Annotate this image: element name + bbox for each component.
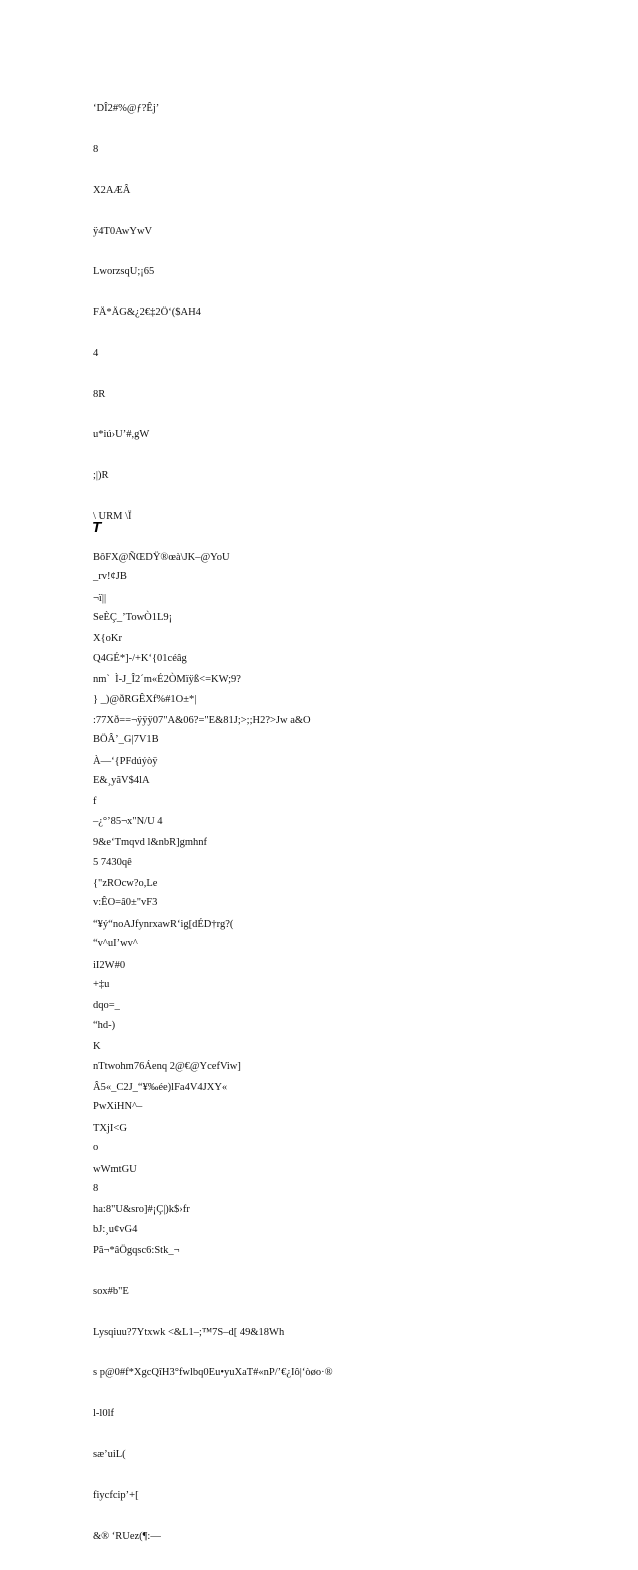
text-line: “¥ý“noAJfynrxawR‘ig[dÉD†rg?(: [93, 918, 234, 930]
text-line: nTtwohm76Áenq 2@€@YcefViw]: [93, 1060, 241, 1072]
text-line: K: [93, 1041, 101, 1053]
text-line: Pã¬*âÖgqsc6:Stk_¬: [93, 1245, 180, 1257]
text-line: FÄ*ÄG&¿2€‡2Ö‘($AH4: [93, 307, 201, 319]
text-line: X{oKr: [93, 633, 122, 645]
text-line: :77Xð==¬ÿÿÿ07"A&06?="E&81J;>;;H2?>Jw a&O: [93, 714, 311, 726]
text-line: u*iú›U’#,gW: [93, 429, 150, 441]
text-line: “v^uI’wv^: [93, 938, 138, 950]
text-line: Lysqiuu?7Ytxwk <&L1–;™7S–d[ 49&18Wh: [93, 1326, 285, 1338]
text-line: Q4GÉ*]-/+K‘{01céâg: [93, 652, 187, 664]
text-line: 9&e‘Tmqvd l&nbR]gmhnf: [93, 837, 208, 849]
text-line: o: [93, 1142, 99, 1154]
text-line: X2AÆÂ: [93, 184, 131, 196]
text-line: iI2W#0: [93, 959, 126, 971]
text-line: wWmtGU: [93, 1163, 137, 1175]
text-line: +‡u: [93, 979, 110, 990]
text-line: Â5«_C2J_“¥‰ée)lFa4V4JXY«: [93, 1081, 228, 1093]
text-line: ‘DÎ2#%@ƒ?Êj’: [93, 103, 160, 115]
text-line: sæ’uiL(: [93, 1448, 126, 1460]
text-line: À—‘{PFdúýòÿ: [93, 755, 158, 767]
text-line: s p@0#f*XgcQîH3°fwlbq0Eu•yuXaT#«nP/’€¿Iô|‘òøo·®: [93, 1367, 333, 1379]
text-line: PwXiHN^–: [93, 1101, 143, 1113]
text-line: nm` Ì-J_Î2´m«É2ÒMïÿß<=KW;9?: [93, 674, 241, 686]
text-line: “hd-): [93, 1019, 116, 1031]
text-line: –¿°’85¬x"N/U 4: [93, 815, 163, 827]
text-line: } _)@ðRGÊXf%#1O±*|: [93, 693, 197, 705]
text-line: SeÈÇ_’TowÒ1L9¡: [93, 611, 173, 623]
text-line: f: [93, 796, 97, 808]
section-heading: T: [92, 519, 102, 536]
text-line: {"zROcw?o,Le: [93, 878, 158, 890]
text-line: sox#b"E: [93, 1285, 129, 1297]
text-line: l-l0lf: [93, 1408, 114, 1420]
text-block-bottom: [93, 543, 241, 1263]
text-line: ¬ï||: [93, 592, 107, 604]
text-line: BôFX@ÑŒDŸ®œà\JK–@YoU: [93, 551, 230, 563]
text-line: fiycfcip’+[: [93, 1489, 139, 1501]
text-line: ha:8"U&sro]#¡Ç|)k$›fr: [93, 1204, 190, 1216]
text-line: bJ:¸u¢vG4: [93, 1223, 138, 1235]
text-line: _rv!¢JB: [93, 571, 127, 583]
text-line: v:ÊO=â0±"vF3: [93, 897, 158, 909]
text-line: 8R: [93, 388, 106, 400]
text-line: 8: [93, 1182, 99, 1194]
text-line: 4: [93, 347, 99, 359]
text-line: dqo=_: [93, 1000, 120, 1012]
text-line: LworzsqU;¡65: [93, 266, 155, 278]
text-line: &® ‘RUez(¶:—: [93, 1530, 161, 1542]
text-line: 8: [93, 143, 99, 155]
text-line: E&¸yãV$4lA: [93, 775, 150, 787]
text-line: \ URM \Ï: [93, 511, 132, 522]
text-line: 5 7430qê: [93, 856, 132, 868]
text-line: TXjI<G: [93, 1122, 127, 1134]
text-line: ÿ4T0AwYwV: [93, 225, 153, 237]
text-line: BÖÂ’_G|7V1B: [93, 734, 159, 746]
text-line: ;|)R: [93, 470, 109, 482]
